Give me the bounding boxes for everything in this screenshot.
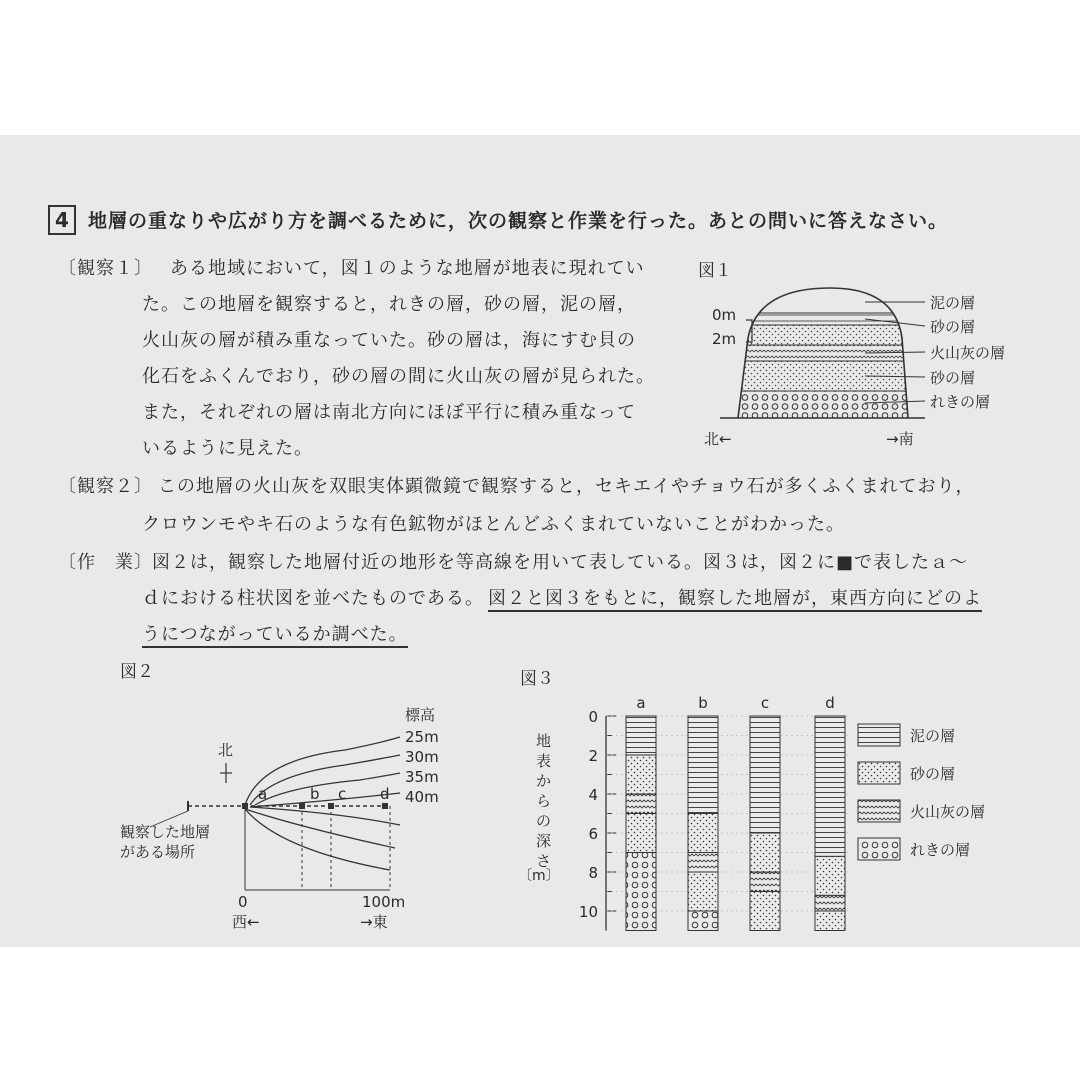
fig2-west: 西← — [232, 913, 260, 931]
work-line-2a: ｄにおける柱状図を並べたものである。 — [142, 588, 484, 609]
obs2-line-2: クロウンモやキ石のような有色鉱物がほとんどふくまれていないことがわかった。 — [142, 514, 845, 535]
fig1-depth-2m: 2m — [712, 330, 737, 348]
fig3-ylabel-char: ら — [536, 792, 552, 810]
obs1-label: 〔観察１〕 — [58, 258, 153, 279]
point-c-marker — [328, 803, 334, 809]
fig3-ylabel-char: 表 — [536, 752, 552, 770]
obs1-line-3: 火山灰の層が積み重なっていた。砂の層は，海にすむ貝の — [142, 330, 636, 351]
fig2-title: 図２ — [120, 662, 154, 682]
fig1-depth-0m: 0m — [712, 306, 737, 324]
fig3-ytick-label: 6 — [588, 825, 598, 843]
fig2-point-a: a — [258, 785, 268, 803]
fig3-y-unit: 〔m〕 — [518, 868, 560, 884]
work-line-2b: 図２と図３をもとに，観察した地層が，東西方向にどのよ — [488, 584, 982, 612]
fig2-east: →東 — [360, 913, 388, 931]
fig3-legend-label-gravel: れきの層 — [910, 841, 971, 859]
fig3-legend-label-sand: 砂の層 — [910, 765, 956, 783]
fig1-layer-gravel: れきの層 — [930, 393, 991, 411]
fig3-ylabel-char: か — [536, 772, 552, 790]
fig2-point-d: d — [380, 785, 390, 803]
fig3-layer-sand — [688, 872, 718, 911]
fig2-site-label-2: がある場所 — [120, 843, 196, 861]
fig3-y-axis-label — [536, 732, 551, 870]
obs1-line-5: また，それぞれの層は南北方向にほぼ平行に積み重なって — [142, 402, 636, 423]
fig2-contour-lines — [245, 737, 400, 870]
fig3-title: 図３ — [520, 669, 554, 689]
fig1-south: →南 — [886, 430, 914, 448]
fig3-ytick-label: 10 — [578, 903, 598, 921]
fig3-layer-ash — [750, 872, 780, 892]
fig3-column-label-d: d — [825, 694, 835, 712]
obs1-line-6: いるように見えた。 — [142, 438, 313, 459]
north-arrow-icon — [220, 763, 232, 783]
fig1-layer-sand-upper: 砂の層 — [930, 318, 976, 336]
figure-2 — [100, 655, 480, 940]
fig3-legend — [858, 724, 985, 860]
fig3-layer-mud — [750, 716, 780, 833]
fig3-layer-mud — [815, 716, 845, 856]
fig3-layer-ash — [688, 853, 718, 873]
fig3-ylabel-char: さ — [536, 852, 552, 870]
fig2-contour-35m: 35m — [405, 768, 439, 786]
work-line-3: うにつながっているか調べた。 — [142, 620, 408, 648]
fig3-layer-sand — [626, 755, 656, 794]
point-d-marker — [382, 803, 388, 809]
figure-1 — [690, 258, 1050, 458]
fig3-layer-sand — [750, 833, 780, 872]
fig2-point-b: b — [310, 785, 320, 803]
fig3-layer-gravel — [688, 911, 718, 931]
fig3-ytick-label: 0 — [588, 708, 598, 726]
fig2-site-label-1: 観察した地層 — [120, 823, 211, 841]
fig2-north-label: 北 — [218, 741, 234, 759]
fig3-column-label-a: a — [636, 694, 646, 712]
fig3-layer-sand — [815, 856, 845, 895]
fig3-plot-area — [579, 694, 850, 931]
fig3-column-label-c: c — [760, 694, 770, 712]
point-b-marker — [299, 803, 305, 809]
fig3-ytick-label: 4 — [588, 786, 598, 804]
fig3-legend-label-mud: 泥の層 — [910, 727, 956, 745]
fig1-layer-sand-lower: 砂の層 — [930, 369, 976, 387]
fig3-legend-swatch-sand — [858, 762, 900, 784]
fig3-ylabel-char: 深 — [536, 832, 552, 850]
fig3-ylabel-char: の — [536, 812, 552, 830]
fig3-legend-swatch-gravel — [858, 838, 900, 860]
fig3-layer-ash — [626, 794, 656, 814]
fig3-layer-mud — [688, 716, 718, 814]
work-line-1: 図２は，観察した地層付近の地形を等高線を用いて表している。図３は，図２に■で表したａ～ — [152, 552, 969, 573]
fig3-ylabel-char: 地 — [536, 732, 552, 750]
obs2-label: 〔観察２〕 — [58, 476, 153, 497]
fig3-legend-label-ash: 火山灰の層 — [910, 803, 986, 821]
figure-3 — [510, 660, 1030, 940]
fig3-layer-mud — [626, 716, 656, 755]
fig1-outcrop — [730, 278, 920, 418]
fig2-contour-25m: 25m — [405, 728, 439, 746]
obs2-line-1: この地層の火山灰を双眼実体顕微鏡で観察すると，セキエイやチョウ石が多くふくまれており， — [158, 476, 975, 497]
fig3-layer-gravel — [626, 853, 656, 931]
obs1-line-1: ある地域において，図１のような地層が地表に現れてい — [170, 258, 645, 279]
point-a-marker — [242, 803, 248, 809]
fig2-contour-40m: 40m — [405, 788, 439, 806]
fig2-contour-30m: 30m — [405, 748, 439, 766]
fig3-layer-sand — [688, 814, 718, 853]
fig2-x-zero: 0 — [238, 893, 248, 911]
fig3-legend-swatch-ash — [858, 800, 900, 822]
fig3-ytick-label: 2 — [588, 747, 598, 765]
fig2-elevation-title: 標高 — [405, 706, 436, 724]
fig2-point-c: c — [338, 785, 347, 803]
work-label: 〔作 業〕 — [58, 552, 153, 573]
fig1-north: 北← — [704, 430, 732, 448]
fig3-layer-sand — [626, 814, 656, 853]
fig3-ytick-label: 8 — [588, 864, 598, 882]
fig3-layer-sand — [750, 892, 780, 931]
obs1-line-4: 化石をふくんでおり，砂の層の間に火山灰の層が見られた。 — [142, 366, 655, 387]
fig3-legend-swatch-mud — [858, 724, 900, 746]
fig3-layer-sand — [815, 911, 845, 931]
question-number: 4 — [48, 205, 76, 235]
fig3-layer-ash — [815, 895, 845, 911]
fig1-title: 図１ — [698, 261, 732, 281]
question-title: 地層の重なりや広がり方を調べるために，次の観察と作業を行った。あとの問いに答えなさい。 — [88, 210, 949, 232]
fig2-x-end: 100m — [362, 893, 406, 911]
obs1-line-2: た。この地層を観察すると，れきの層，砂の層，泥の層， — [142, 294, 636, 315]
fig3-column-label-b: b — [698, 694, 708, 712]
fig1-layer-mud: 泥の層 — [930, 294, 976, 312]
fig1-layer-ash: 火山灰の層 — [930, 344, 1006, 362]
